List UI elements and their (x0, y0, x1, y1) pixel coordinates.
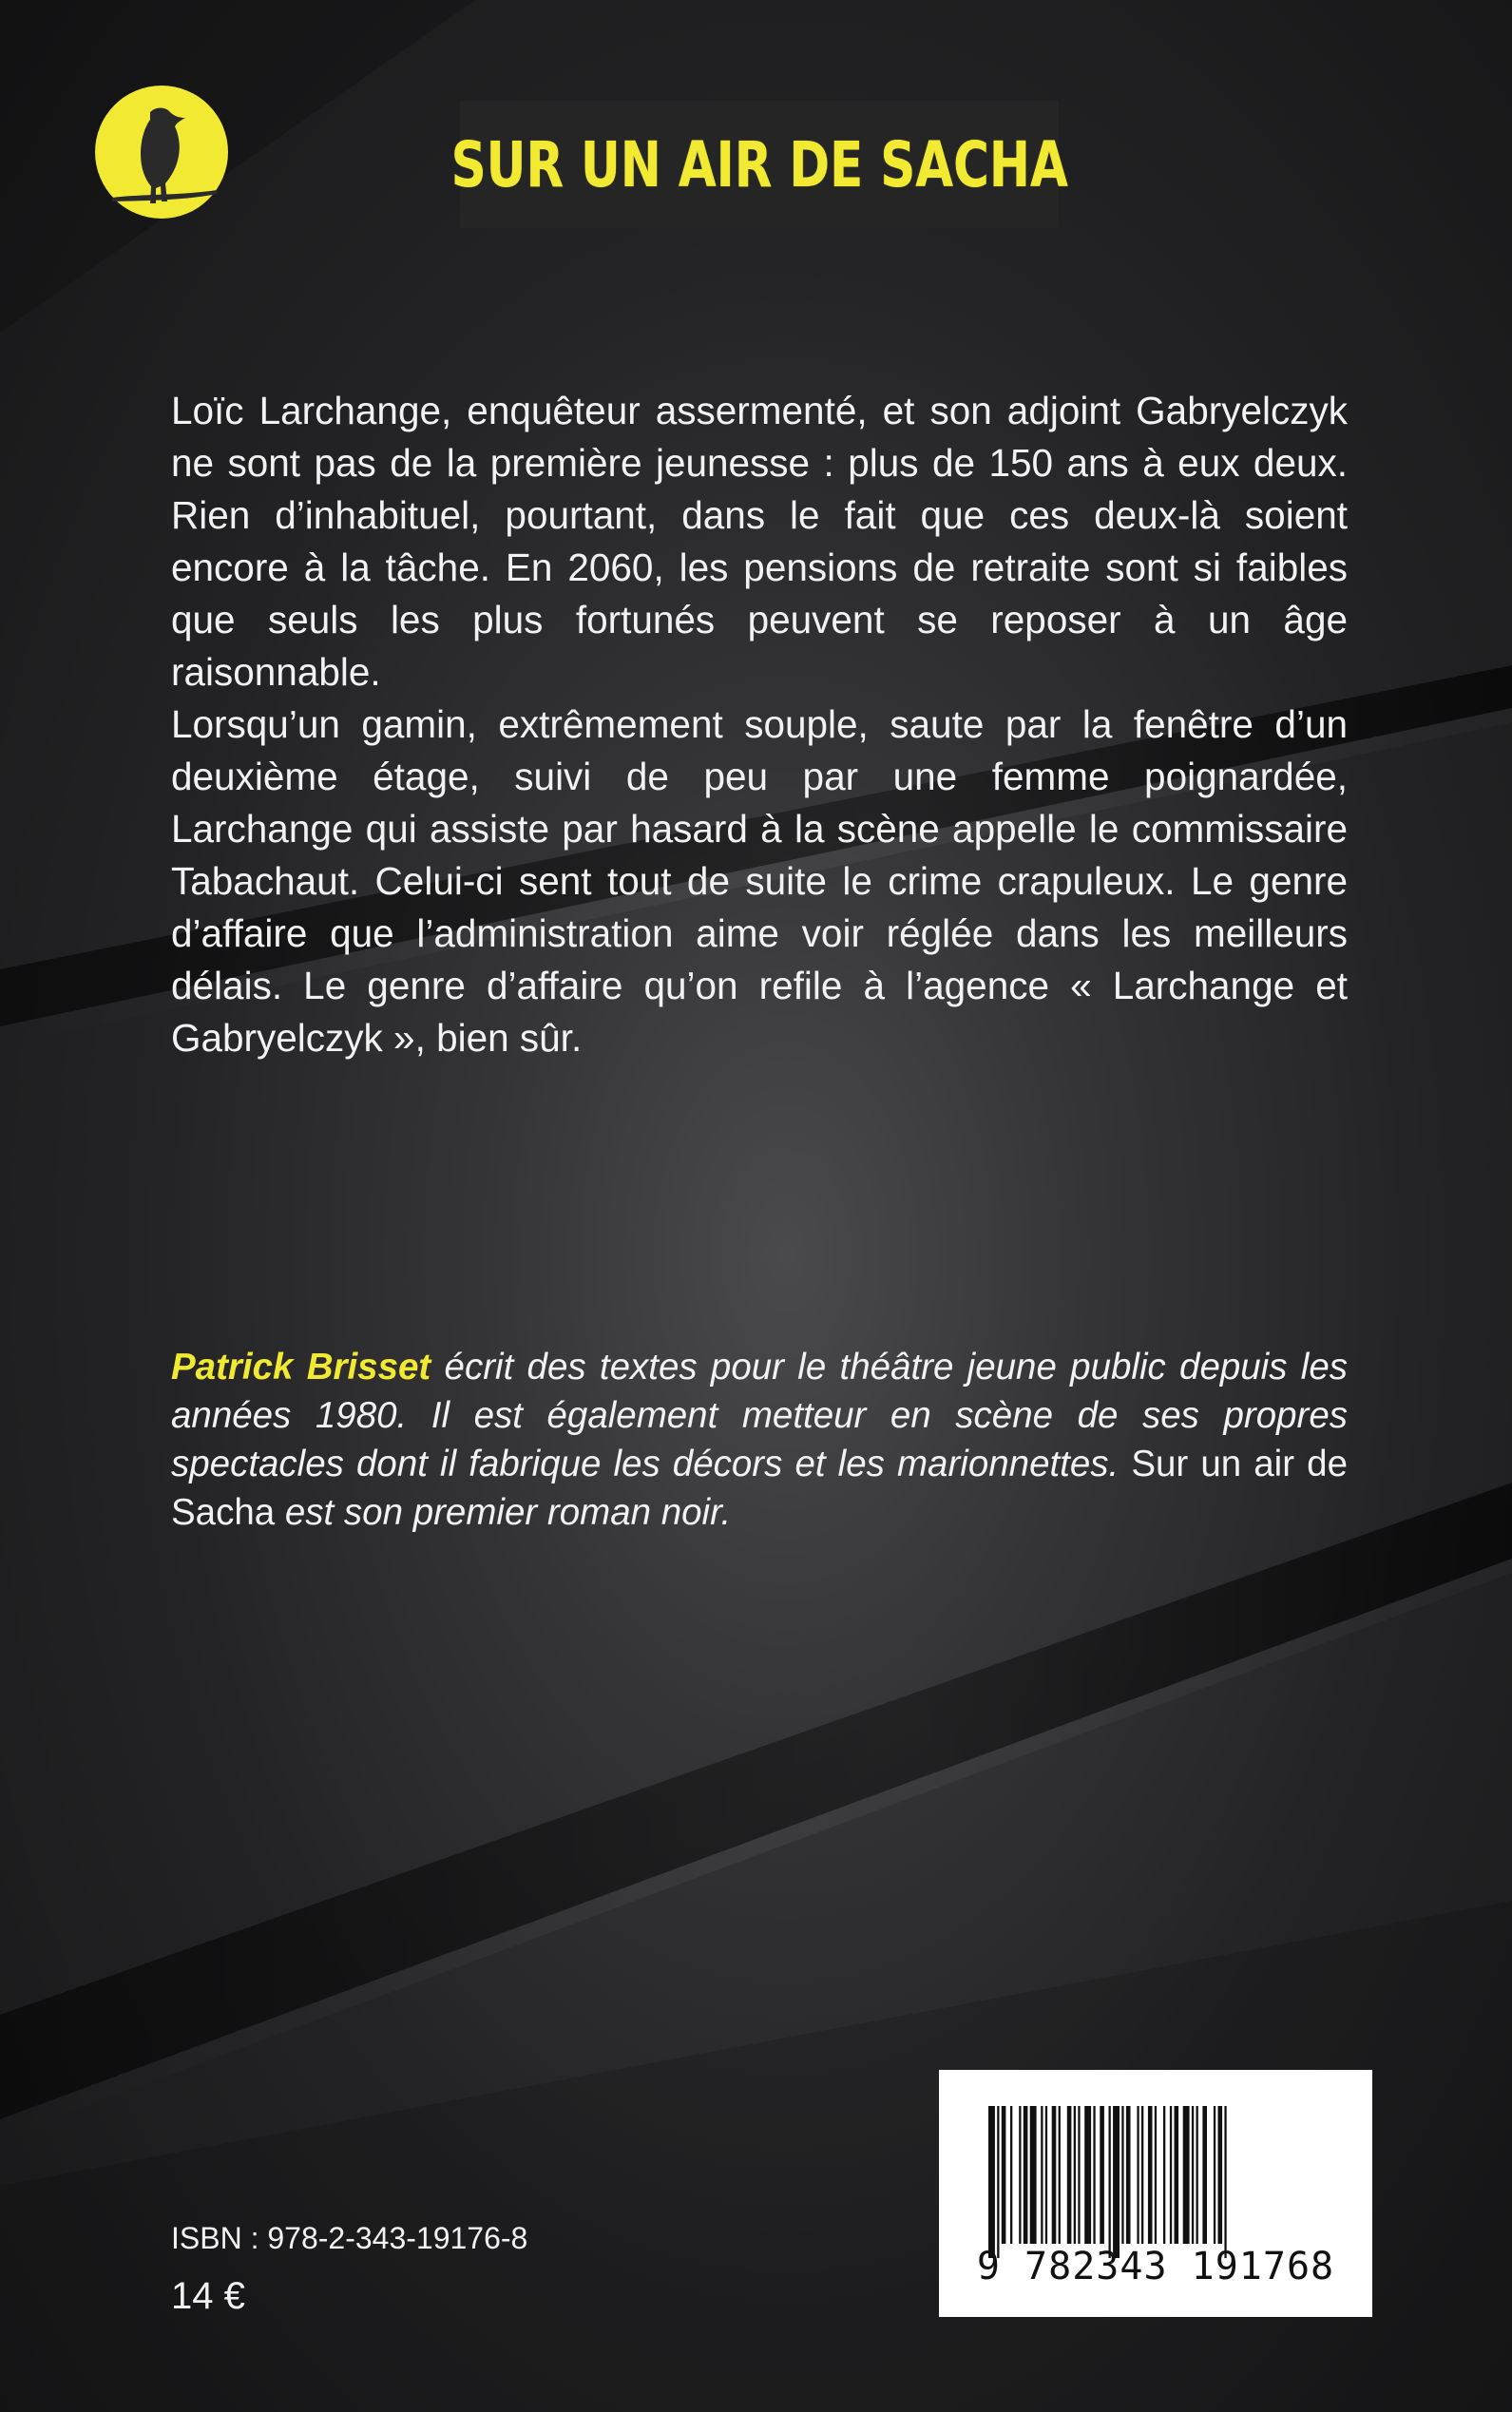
crow-on-yellow-moon-icon (93, 86, 231, 219)
author-bio (171, 1343, 1348, 1537)
publisher-logo (93, 86, 231, 219)
barcode-bar (1148, 2106, 1153, 2244)
barcode-bar (1121, 2106, 1123, 2244)
barcode-bar (1214, 2106, 1215, 2244)
price-label: 14 € (171, 2275, 245, 2317)
barcode-bar (1218, 2106, 1223, 2244)
barcode-bar (1041, 2106, 1043, 2244)
bio-text-italic-end: est son premier roman noir. (275, 1492, 732, 1533)
bio-text-italic: écrit des textes pour le théâtre jeune public depuis les années 1980. Il est également metteur en scène de ses propres spectacles dont il fabrique les décors et les marionnettes. (171, 1347, 1348, 1484)
barcode-bar (1045, 2106, 1047, 2244)
book-blurb (171, 385, 1348, 1064)
blurb-paragraph: Lorsqu’un gamin, extrêmement souple, saute par la fenêtre d’un deuxième étage, suivi de peu par une femme poignardée, Larchange qui assiste par hasard à la scène appelle le commissaire Tabachaut. Celui-ci sent tout de suite le crime crapuleux. Le genre d’affaire que l’administration aime voir réglée dans les meilleurs délais. Le genre d’affaire qu’on refile à l’agence « Larchange et Gabryelczyk », bien sûr. (171, 702, 1348, 1060)
barcode-bar (1183, 2106, 1190, 2244)
barcode (939, 2070, 1372, 2317)
barcode-bar (988, 2106, 995, 2258)
barcode-bar (1078, 2106, 1080, 2244)
barcode-bar (1224, 2106, 1226, 2258)
title-banner (450, 101, 1068, 228)
isbn-label: ISBN : 978-2-343-19176-8 (171, 2221, 528, 2255)
barcode-bar (1100, 2106, 1104, 2244)
barcode-bar (1084, 2106, 1091, 2244)
barcode-bar (1170, 2106, 1172, 2244)
barcode-bar (1137, 2106, 1139, 2244)
barcode-bar (1030, 2106, 1037, 2244)
barcode-bar (1113, 2106, 1120, 2258)
blurb-paragraph: Loïc Larchange, enquêteur assermenté, et son adjoint Gabryelczyk ne sont pas de la première jeunesse : plus de 150 ans à eux deux. Rien d’inhabituel, pourtant, dans le fait que ces deux-là soient encore à la tâche. En 2060, les pensions de retraite sont si faibles que seuls les plus fortunés peuvent se reposer à un âge raisonnable. (171, 389, 1348, 694)
bio-book-title: Sur un air de Sacha (171, 1444, 1348, 1533)
barcode-bar (1024, 2106, 1028, 2244)
barcode-bar (1163, 2106, 1165, 2244)
author-name: Patrick Brisset (171, 1347, 431, 1388)
barcode-bar (1052, 2106, 1057, 2244)
barcode-digits: 9 782343 191768 (976, 2245, 1335, 2288)
barcode-bar (1067, 2106, 1072, 2244)
barcode-bar (1155, 2106, 1157, 2244)
barcode-bar (1010, 2106, 1012, 2244)
barcode-bar (1109, 2106, 1111, 2258)
barcode-bar (997, 2106, 999, 2258)
barcode-bar (1019, 2106, 1021, 2244)
barcode-bar (1093, 2106, 1095, 2244)
barcode-bar (1126, 2106, 1131, 2244)
barcode-bar (1192, 2106, 1194, 2244)
barcode-bar (1196, 2106, 1198, 2244)
book-title: SUR UN AIR DE SACHA (450, 127, 1068, 201)
barcode-bar (1002, 2106, 1006, 2244)
barcode-bar (1141, 2106, 1143, 2244)
barcode-bar (1202, 2106, 1207, 2244)
barcode-bar (1059, 2106, 1061, 2244)
barcode-bar (1074, 2106, 1076, 2244)
barcode-bar (1175, 2106, 1179, 2244)
